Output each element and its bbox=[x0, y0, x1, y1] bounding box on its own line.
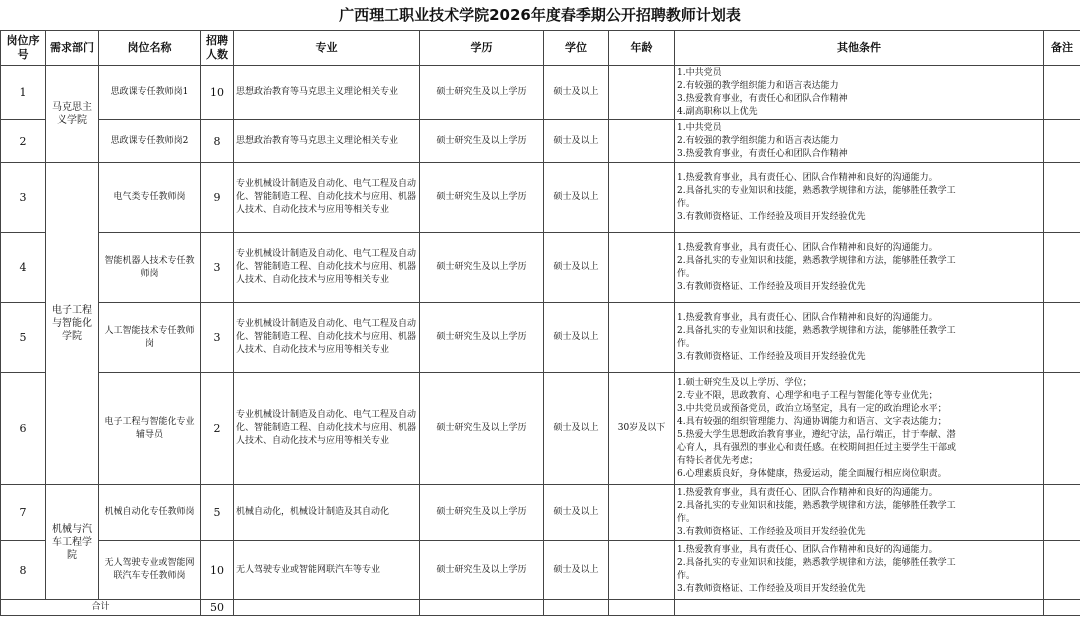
table-row bbox=[1, 66, 1080, 120]
seq-cell: 7 bbox=[1, 485, 46, 541]
post-cell: 思政课专任教师岗1 bbox=[99, 66, 201, 120]
condition-line: 2.专业不限，思政教育、心理学和电子工程与智能化等专业优先； bbox=[677, 390, 938, 401]
total-row bbox=[1, 600, 1080, 616]
page-title: 广西理工职业技术学院2026年度春季期公开招聘教师计划表 bbox=[339, 6, 741, 24]
header-seq: 岗位序号 bbox=[1, 31, 46, 66]
conditions-cell bbox=[675, 485, 1044, 541]
major-cell: 专业机械设计制造及自动化、电气工程及自动化、智能制造工程、自动化技术与应用、机器人技术、自动化技术与应用等相关专业 bbox=[234, 233, 420, 303]
post-cell: 思政课专任教师岗2 bbox=[99, 120, 201, 163]
condition-line: 3.有教师资格证、工作经验及项目开发经验优先 bbox=[677, 351, 866, 362]
age-cell: 30岁及以下 bbox=[609, 373, 675, 485]
condition-line: 1.热爱教育事业，具有责任心、团队合作精神和良好的沟通能力。 bbox=[677, 312, 938, 323]
condition-line: 2.具备扎实的专业知识和技能，熟悉教学规律和方法，能够胜任教学工 bbox=[677, 500, 956, 511]
age-cell bbox=[609, 485, 675, 541]
age-cell bbox=[609, 66, 675, 120]
condition-line: 2.具备扎实的专业知识和技能，熟悉教学规律和方法，能够胜任教学工 bbox=[677, 558, 956, 568]
condition-line: 3.热爱教育事业，有责任心和团队合作精神 bbox=[677, 93, 848, 104]
condition-line: 1.热爱教育事业，具有责任心、团队合作精神和良好的沟通能力。 bbox=[677, 487, 938, 498]
edu-cell: 硕士研究生及以上学历 bbox=[420, 485, 544, 541]
edu-cell: 硕士研究生及以上学历 bbox=[420, 541, 544, 600]
edu-cell: 硕士研究生及以上学历 bbox=[420, 66, 544, 120]
condition-line: 1.热爱教育事业，具有责任心、团队合作精神和良好的沟通能力。 bbox=[677, 172, 938, 183]
seq-cell: 8 bbox=[1, 541, 46, 600]
degree-cell: 硕士及以上 bbox=[544, 373, 609, 485]
condition-line: 3.有教师资格证、工作经验及项目开发经验优先 bbox=[677, 526, 866, 537]
age-cell bbox=[609, 163, 675, 233]
conditions-cell bbox=[675, 373, 1044, 485]
condition-line: 4.副高职称以上优先 bbox=[677, 106, 758, 117]
seq-cell: 6 bbox=[1, 373, 46, 485]
post-cell: 电子工程与智能化专业辅导员 bbox=[99, 373, 201, 485]
seq-cell: 3 bbox=[1, 163, 46, 233]
age-cell bbox=[609, 303, 675, 373]
note-cell bbox=[1044, 373, 1080, 485]
degree-cell: 硕士及以上 bbox=[544, 163, 609, 233]
seq-cell: 4 bbox=[1, 233, 46, 303]
degree-cell: 硕士及以上 bbox=[544, 120, 609, 163]
degree-cell: 硕士及以上 bbox=[544, 485, 609, 541]
recruitment-table bbox=[0, 30, 1080, 616]
conditions-cell bbox=[675, 66, 1044, 120]
major-cell: 思想政治教育等马克思主义理论相关专业 bbox=[234, 66, 420, 120]
table-row bbox=[1, 485, 1080, 541]
table-row bbox=[1, 163, 1080, 233]
seq-cell: 1 bbox=[1, 66, 46, 120]
condition-line: 3.有教师资格证、工作经验及项目开发经验优先 bbox=[677, 211, 866, 222]
condition-line: 2.有较强的教学组织能力和语言表达能力 bbox=[677, 135, 839, 146]
condition-line: 作。 bbox=[677, 198, 696, 209]
note-cell bbox=[1044, 303, 1080, 373]
header-edu: 学历 bbox=[420, 31, 544, 66]
conditions-cell bbox=[675, 233, 1044, 303]
header-note: 备注 bbox=[1044, 31, 1080, 66]
header-post: 岗位名称 bbox=[99, 31, 201, 66]
age-cell bbox=[609, 120, 675, 163]
count-cell: 5 bbox=[201, 485, 234, 541]
condition-line: 4.具有较强的组织管理能力、沟通协调能力和语言、文字表达能力； bbox=[677, 416, 947, 427]
table-row bbox=[1, 373, 1080, 485]
condition-line: 1.中共党员 bbox=[677, 67, 722, 78]
note-cell bbox=[1044, 485, 1080, 541]
header-dept: 需求部门 bbox=[46, 31, 99, 66]
note-cell bbox=[1044, 541, 1080, 600]
condition-line: 2.具备扎实的专业知识和技能，熟悉教学规律和方法，能够胜任教学工 bbox=[677, 185, 956, 196]
condition-line: 5.热爱大学生思想政治教育事业，遵纪守法，品行端正，甘于奉献、潜 bbox=[677, 429, 956, 440]
degree-cell: 硕士及以上 bbox=[544, 66, 609, 120]
condition-line: 1.硕士研究生及以上学历、学位； bbox=[677, 377, 812, 388]
age-cell bbox=[609, 233, 675, 303]
count-cell: 3 bbox=[201, 233, 234, 303]
degree-cell: 硕士及以上 bbox=[544, 233, 609, 303]
post-cell: 人工智能技术专任教师岗 bbox=[99, 303, 201, 373]
table-row bbox=[1, 541, 1080, 600]
condition-line: 3.有教师资格证、工作经验及项目开发经验优先 bbox=[677, 281, 866, 292]
condition-line: 心育人，具有强烈的事业心和责任感。在校期间担任过主要学生干部或 bbox=[677, 442, 957, 453]
table-row bbox=[1, 233, 1080, 303]
total-count: 50 bbox=[201, 600, 234, 616]
condition-line: 3.热爱教育事业，有责任心和团队合作精神 bbox=[677, 148, 848, 159]
major-cell: 机械自动化，机械设计制造及其自动化 bbox=[234, 485, 420, 541]
condition-line: 2.有较强的教学组织能力和语言表达能力 bbox=[677, 80, 839, 91]
post-cell: 电气类专任教师岗 bbox=[99, 163, 201, 233]
post-cell: 无人驾驶专业或智能网联汽车专任教师岗 bbox=[99, 541, 201, 600]
condition-line: 1.热爱教育事业，具有责任心、团队合作精神和良好的沟通能力。 bbox=[677, 242, 938, 253]
edu-cell: 硕士研究生及以上学历 bbox=[420, 303, 544, 373]
edu-cell: 硕士研究生及以上学历 bbox=[420, 163, 544, 233]
conditions-cell bbox=[675, 163, 1044, 233]
note-cell bbox=[1044, 233, 1080, 303]
condition-line: 作。 bbox=[677, 268, 696, 279]
condition-line: 2.具备扎实的专业知识和技能，熟悉教学规律和方法，能够胜任教学工 bbox=[677, 325, 956, 336]
conditions-cell bbox=[675, 120, 1044, 163]
major-cell: 专业机械设计制造及自动化、电气工程及自动化、智能制造工程、自动化技术与应用、机器人技术、自动化技术与应用等相关专业 bbox=[234, 303, 420, 373]
header-count: 招聘人数 bbox=[201, 31, 234, 66]
condition-line: 1.热爱教育事业，具有责任心、团队合作精神和良好的沟通能力。 bbox=[677, 545, 938, 555]
condition-line: 3.中共党员或预备党员，政治立场坚定，具有一定的政治理论水平； bbox=[677, 403, 947, 414]
total-label: 合计 bbox=[1, 600, 201, 616]
major-cell: 专业机械设计制造及自动化、电气工程及自动化、智能制造工程、自动化技术与应用、机器人技术、自动化技术与应用等相关专业 bbox=[234, 163, 420, 233]
header-row bbox=[1, 31, 1080, 66]
condition-line: 2.具备扎实的专业知识和技能，熟悉教学规律和方法，能够胜任教学工 bbox=[677, 255, 956, 266]
count-cell: 8 bbox=[201, 120, 234, 163]
conditions-cell bbox=[675, 303, 1044, 373]
count-cell: 10 bbox=[201, 66, 234, 120]
note-cell bbox=[1044, 66, 1080, 120]
major-cell: 思想政治教育等马克思主义理论相关专业 bbox=[234, 120, 420, 163]
condition-line: 作。 bbox=[677, 571, 696, 581]
count-cell: 2 bbox=[201, 373, 234, 485]
condition-line: 有特长者优先考虑； bbox=[677, 455, 759, 466]
seq-cell: 5 bbox=[1, 303, 46, 373]
post-cell: 机械自动化专任教师岗 bbox=[99, 485, 201, 541]
header-major: 专业 bbox=[234, 31, 420, 66]
dept-cell: 机械与汽车工程学院 bbox=[46, 485, 99, 600]
major-cell: 无人驾驶专业或智能网联汽车等专业 bbox=[234, 541, 420, 600]
header-age: 年龄 bbox=[609, 31, 675, 66]
count-cell: 10 bbox=[201, 541, 234, 600]
conditions-cell bbox=[675, 541, 1044, 600]
degree-cell: 硕士及以上 bbox=[544, 303, 609, 373]
header-other: 其他条件 bbox=[675, 31, 1044, 66]
edu-cell: 硕士研究生及以上学历 bbox=[420, 373, 544, 485]
edu-cell: 硕士研究生及以上学历 bbox=[420, 120, 544, 163]
edu-cell: 硕士研究生及以上学历 bbox=[420, 233, 544, 303]
seq-cell: 2 bbox=[1, 120, 46, 163]
count-cell: 9 bbox=[201, 163, 234, 233]
condition-line: 6.心理素质良好，身体健康，热爱运动，能全面履行相应岗位职责。 bbox=[677, 468, 947, 479]
post-cell: 智能机器人技术专任教师岗 bbox=[99, 233, 201, 303]
degree-cell: 硕士及以上 bbox=[544, 541, 609, 600]
count-cell: 3 bbox=[201, 303, 234, 373]
condition-line: 1.中共党员 bbox=[677, 122, 722, 133]
dept-cell: 电子工程与智能化学院 bbox=[46, 163, 99, 485]
major-cell: 专业机械设计制造及自动化、电气工程及自动化、智能制造工程、自动化技术与应用、机器人技术、自动化技术与应用等相关专业 bbox=[234, 373, 420, 485]
dept-cell: 马克思主义学院 bbox=[46, 66, 99, 163]
age-cell bbox=[609, 541, 675, 600]
table-row bbox=[1, 120, 1080, 163]
table-row bbox=[1, 303, 1080, 373]
header-degree: 学位 bbox=[544, 31, 609, 66]
condition-line: 作。 bbox=[677, 513, 696, 524]
note-cell bbox=[1044, 163, 1080, 233]
condition-line: 3.有教师资格证、工作经验及项目开发经验优先 bbox=[677, 584, 866, 594]
condition-line: 作。 bbox=[677, 338, 696, 349]
note-cell bbox=[1044, 120, 1080, 163]
